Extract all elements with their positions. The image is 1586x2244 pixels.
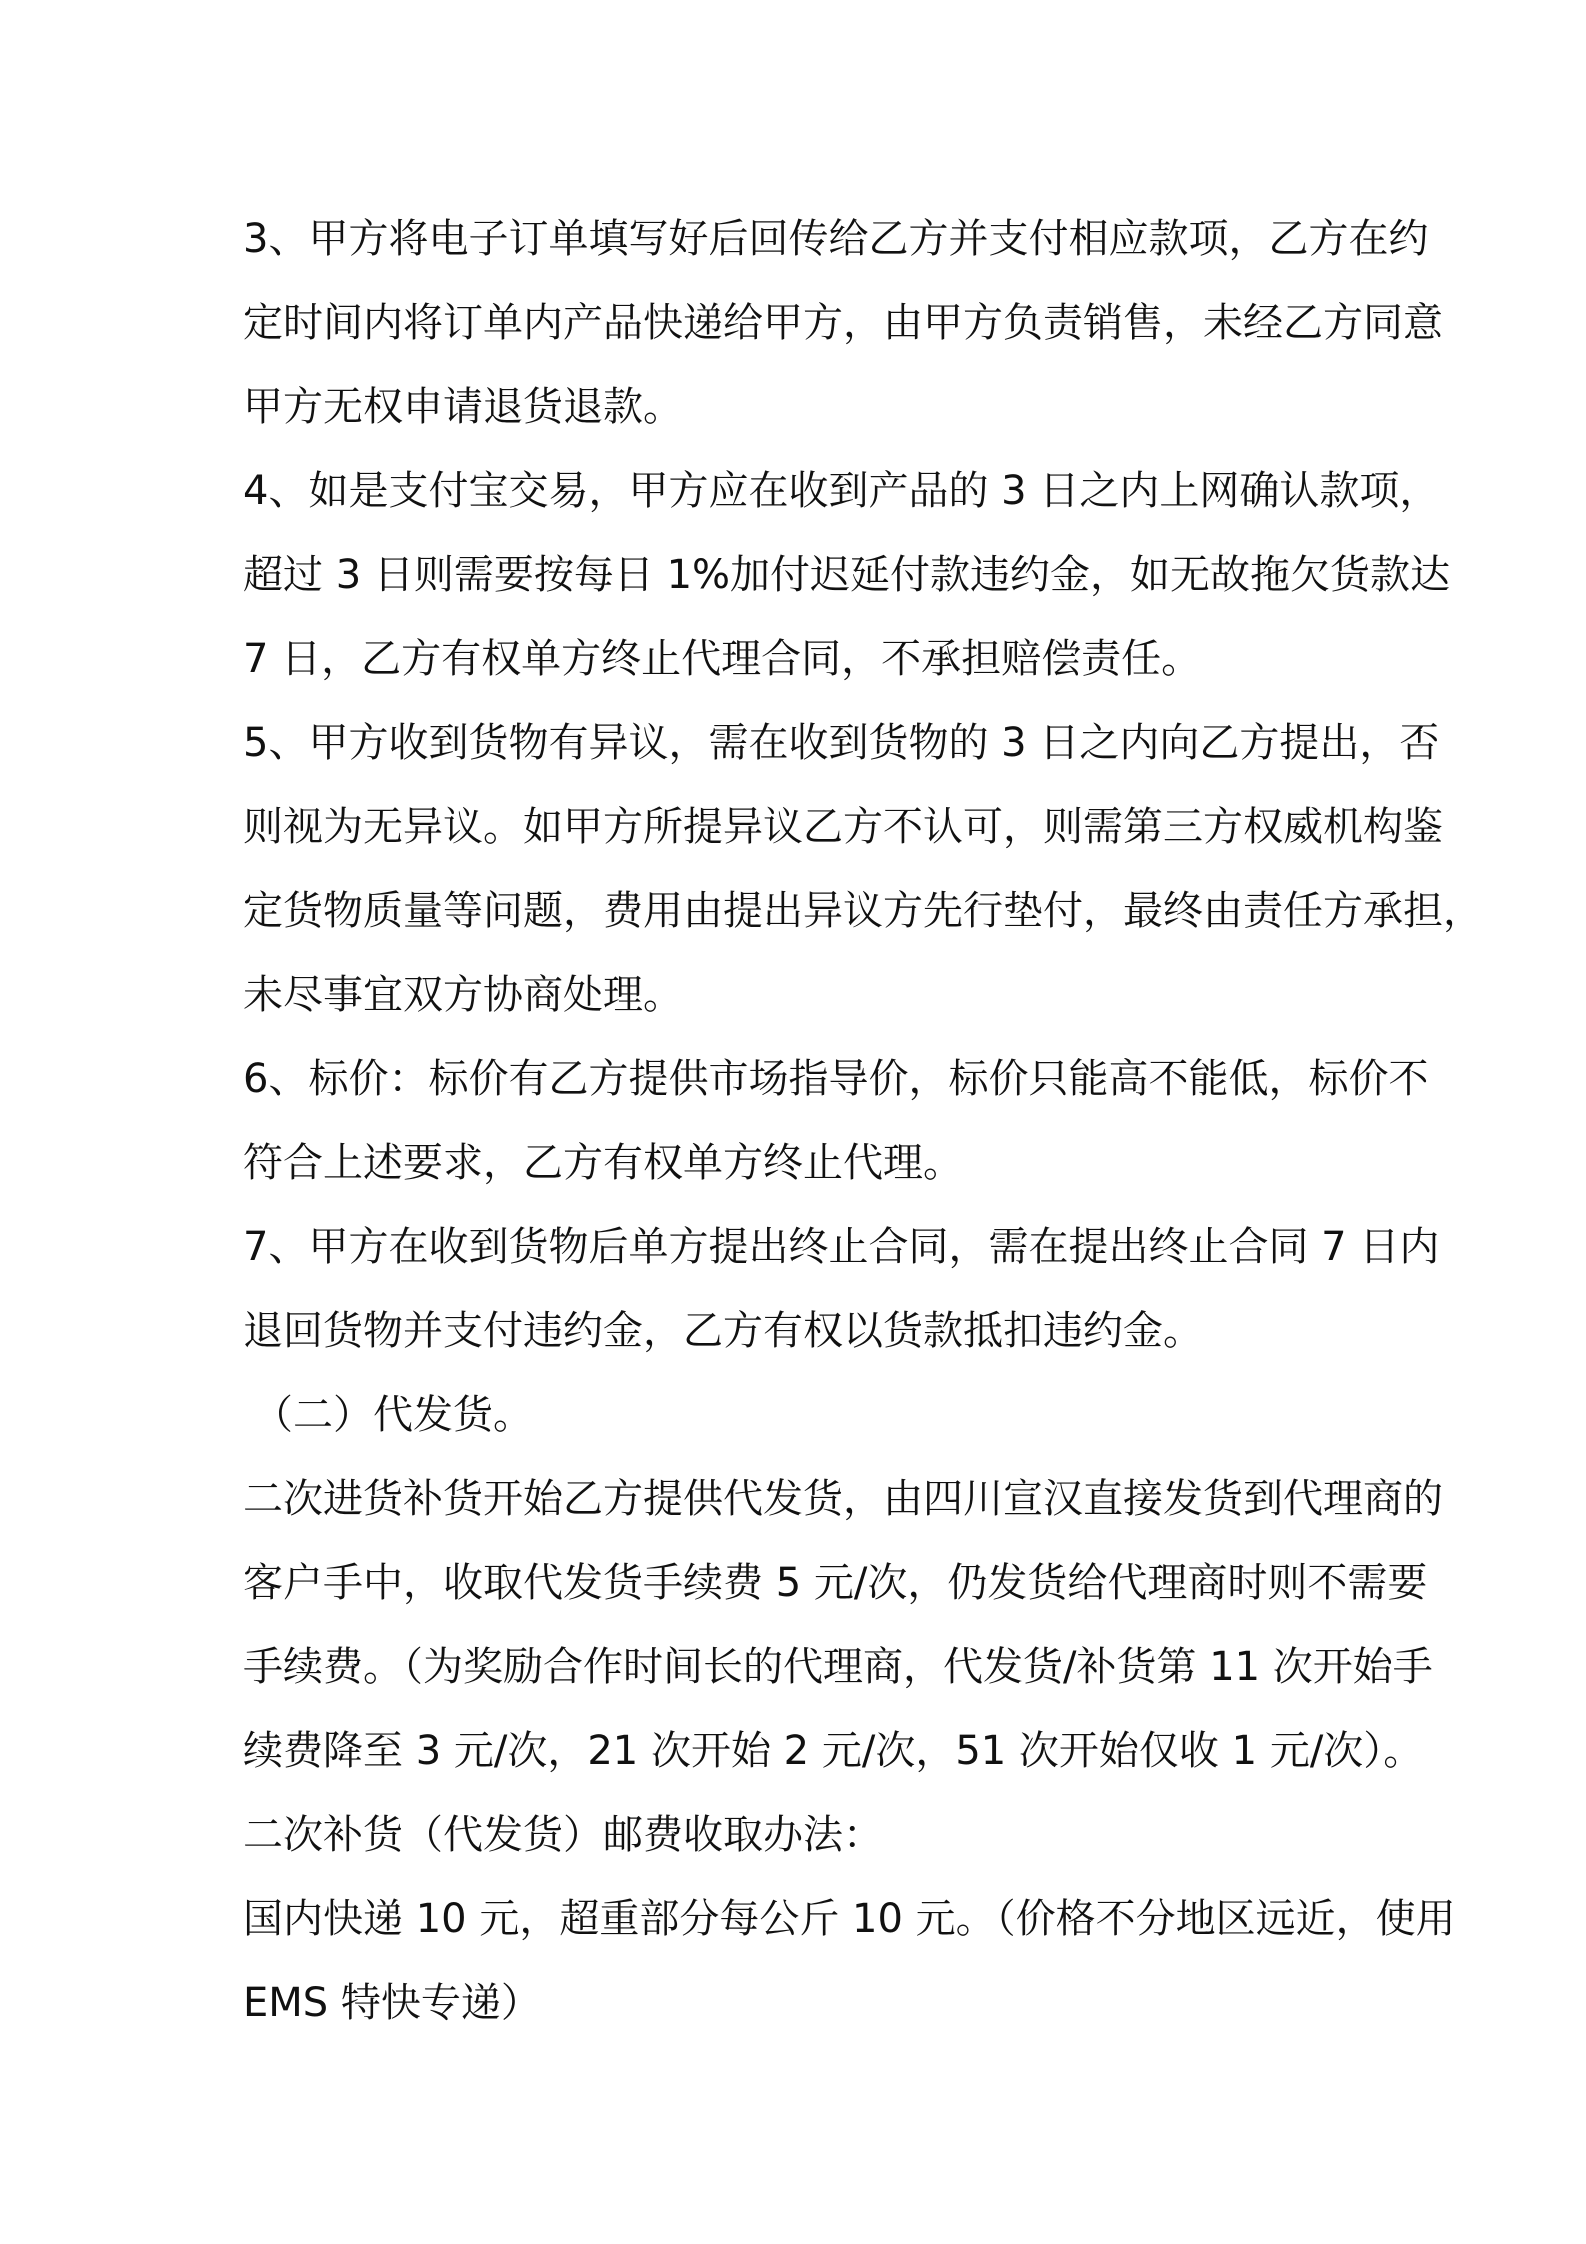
text-line: 续费降至 3 元/次，21 次开始 2 元/次，51 次开始仅收 1 元/次）。 <box>243 1728 1424 1774</box>
text-line: 甲方无权申请退货退款。 <box>243 384 683 430</box>
text-line: 则视为无异议。如甲方所提异议乙方不认可，则需第三方权威机构鉴 <box>243 804 1443 850</box>
text-line: 客户手中，收取代发货手续费 5 元/次，仍发货给代理商时则不需要 <box>243 1560 1428 1606</box>
section-heading: （二）代发货。 <box>253 1392 533 1438</box>
text-line: 超过 3 日则需要按每日 1%加付迟延付款违约金，如无故拖欠货款达 <box>243 552 1451 598</box>
text-line: 手续费。（为奖励合作时间长的代理商，代发货/补货第 11 次开始手 <box>243 1644 1433 1690</box>
text-line: 未尽事宜双方协商处理。 <box>243 972 683 1018</box>
text-line: 5、甲方收到货物有异议，需在收到货物的 3 日之内向乙方提出，否 <box>243 720 1440 766</box>
text-line: 3、甲方将电子订单填写好后回传给乙方并支付相应款项，乙方在约 <box>243 216 1429 262</box>
text-line: 4、如是支付宝交易，甲方应在收到产品的 3 日之内上网确认款项， <box>243 468 1440 514</box>
text-line: 二次补货（代发货）邮费收取办法： <box>243 1812 883 1858</box>
text-line: 退回货物并支付违约金，乙方有权以货款抵扣违约金。 <box>243 1308 1203 1354</box>
text-line: EMS 特快专递） <box>243 1980 541 2026</box>
text-line: 7、甲方在收到货物后单方提出终止合同，需在提出终止合同 7 日内 <box>243 1224 1440 1270</box>
text-line: 二次进货补货开始乙方提供代发货，由四川宣汉直接发货到代理商的 <box>243 1476 1443 1522</box>
text-line: 7 日，乙方有权单方终止代理合同，不承担赔偿责任。 <box>243 636 1202 682</box>
text-line: 定货物质量等问题，费用由提出异议方先行垫付，最终由责任方承担， <box>243 888 1483 934</box>
text-line: 符合上述要求，乙方有权单方终止代理。 <box>243 1140 963 1186</box>
text-line: 国内快递 10 元，超重部分每公斤 10 元。（价格不分地区远近，使用 <box>243 1896 1456 1942</box>
text-line: 定时间内将订单内产品快递给甲方，由甲方负责销售，未经乙方同意 <box>243 300 1443 346</box>
text-line: 6、标价：标价有乙方提供市场指导价，标价只能高不能低，标价不 <box>243 1056 1429 1102</box>
document-body <box>243 197 1483 2045</box>
